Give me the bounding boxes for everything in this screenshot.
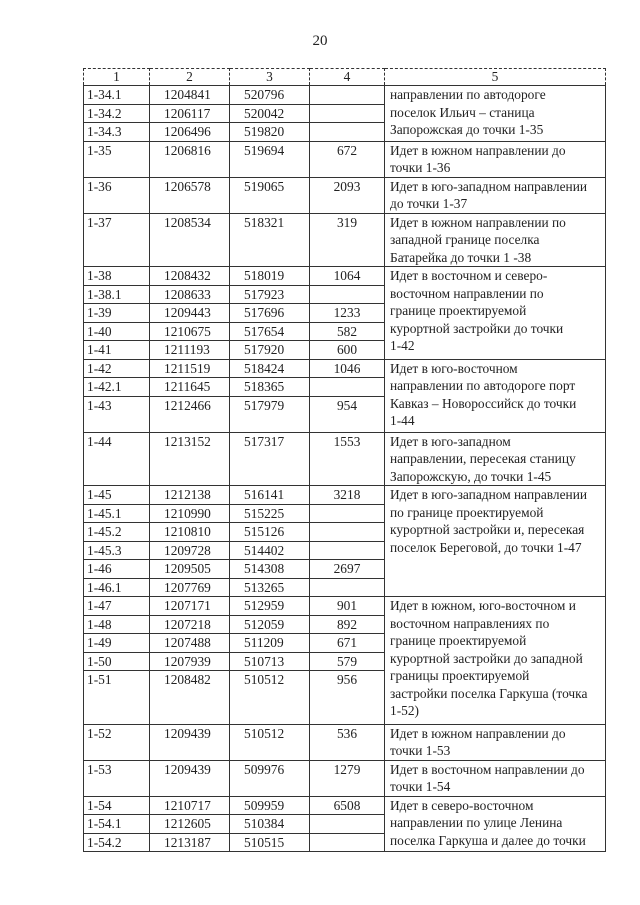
y-coordinate-cell: 518019 <box>230 267 310 286</box>
direction-description-cell <box>385 597 606 725</box>
x-coordinate-cell: 1210717 <box>150 796 230 815</box>
direction-description-cell <box>385 359 606 432</box>
x-coordinate-cell: 1211645 <box>150 378 230 397</box>
table-row <box>84 760 606 796</box>
description-line: точки 1-36 <box>390 160 451 175</box>
table-row <box>84 432 606 486</box>
description-line: восточном направлениях по <box>390 615 550 631</box>
distance-cell: 579 <box>310 652 385 671</box>
description-line: Запорожская до точки 1-35 <box>390 122 544 137</box>
description-line: Идет в северо-восточном <box>390 797 534 813</box>
distance-cell: 582 <box>310 322 385 341</box>
y-coordinate-cell: 517923 <box>230 285 310 304</box>
description-line: точки 1-53 <box>390 743 451 758</box>
y-coordinate-cell: 519065 <box>230 177 310 213</box>
table-row <box>84 724 606 760</box>
x-coordinate-cell: 1210810 <box>150 523 230 542</box>
description-line: западной границе поселка <box>390 232 540 247</box>
point-id-cell: 1-41 <box>84 341 150 360</box>
x-coordinate-cell: 1212138 <box>150 486 230 505</box>
x-coordinate-cell: 1210675 <box>150 322 230 341</box>
y-coordinate-cell: 514402 <box>230 541 310 560</box>
x-coordinate-cell: 1213187 <box>150 833 230 852</box>
distance-cell: 1233 <box>310 304 385 323</box>
x-coordinate-cell: 1206816 <box>150 141 230 177</box>
x-coordinate-cell: 1210990 <box>150 504 230 523</box>
point-id-cell: 1-40 <box>84 322 150 341</box>
description-line: Идет в юго-восточном <box>390 360 518 376</box>
point-id-cell: 1-36 <box>84 177 150 213</box>
point-id-cell: 1-43 <box>84 396 150 432</box>
distance-cell <box>310 578 385 597</box>
point-id-cell: 1-38 <box>84 267 150 286</box>
y-coordinate-cell: 515126 <box>230 523 310 542</box>
distance-cell: 892 <box>310 615 385 634</box>
y-coordinate-cell: 510512 <box>230 671 310 725</box>
point-id-cell: 1-45.1 <box>84 504 150 523</box>
y-coordinate-cell: 518321 <box>230 213 310 267</box>
description-line: курортной застройки до точки <box>390 320 564 336</box>
distance-cell: 954 <box>310 396 385 432</box>
point-id-cell: 1-45.3 <box>84 541 150 560</box>
x-coordinate-cell: 1208534 <box>150 213 230 267</box>
point-id-cell: 1-34.3 <box>84 123 150 142</box>
point-id-cell: 1-47 <box>84 597 150 616</box>
table-row <box>84 597 606 616</box>
distance-cell <box>310 123 385 142</box>
point-id-cell: 1-34.1 <box>84 86 150 105</box>
table-row <box>84 486 606 505</box>
description-line: Идет в южном направлении по <box>390 214 566 230</box>
point-id-cell: 1-49 <box>84 634 150 653</box>
distance-cell <box>310 523 385 542</box>
distance-cell: 536 <box>310 724 385 760</box>
point-id-cell: 1-42 <box>84 359 150 378</box>
x-coordinate-cell: 1208482 <box>150 671 230 725</box>
distance-cell: 1046 <box>310 359 385 378</box>
table-header-row <box>84 69 606 86</box>
boundary-points-table <box>83 68 606 852</box>
description-line: по границе проектируемой <box>390 504 544 520</box>
y-coordinate-cell: 520042 <box>230 104 310 123</box>
point-id-cell: 1-39 <box>84 304 150 323</box>
distance-cell <box>310 815 385 834</box>
page-number: 20 <box>312 33 328 49</box>
description-line: границы проектируемой <box>390 668 530 683</box>
point-id-cell: 1-46.1 <box>84 578 150 597</box>
table-row <box>84 213 606 267</box>
distance-cell <box>310 104 385 123</box>
x-coordinate-cell: 1211519 <box>150 359 230 378</box>
point-id-cell: 1-53 <box>84 760 150 796</box>
description-line: границе проектируемой <box>390 633 527 648</box>
x-coordinate-cell: 1207769 <box>150 578 230 597</box>
y-coordinate-cell: 509959 <box>230 796 310 815</box>
description-line: до точки 1-37 <box>390 196 468 211</box>
y-coordinate-cell: 510512 <box>230 724 310 760</box>
y-coordinate-cell: 512059 <box>230 615 310 634</box>
description-line: направлении, пересекая станицу <box>390 451 576 466</box>
x-coordinate-cell: 1209443 <box>150 304 230 323</box>
table-row <box>84 796 606 815</box>
x-coordinate-cell: 1209439 <box>150 724 230 760</box>
point-id-cell: 1-54 <box>84 796 150 815</box>
distance-cell <box>310 833 385 852</box>
point-id-cell: 1-50 <box>84 652 150 671</box>
table-row <box>84 177 606 213</box>
x-coordinate-cell: 1209439 <box>150 760 230 796</box>
description-line: курортной застройки и, пересекая <box>390 522 585 537</box>
x-coordinate-cell: 1207939 <box>150 652 230 671</box>
distance-cell: 1064 <box>310 267 385 286</box>
distance-cell: 901 <box>310 597 385 616</box>
point-id-cell: 1-45.2 <box>84 523 150 542</box>
distance-cell <box>310 378 385 397</box>
description-line: Идет в юго-западном направлении <box>390 178 588 194</box>
y-coordinate-cell: 514308 <box>230 560 310 579</box>
description-line: направлении по автодороге порт <box>390 378 576 393</box>
direction-description-cell <box>385 432 606 486</box>
x-coordinate-cell: 1204841 <box>150 86 230 105</box>
description-line: Запорожскую, до точки 1-45 <box>390 468 552 484</box>
y-coordinate-cell: 510713 <box>230 652 310 671</box>
point-id-cell: 1-51 <box>84 671 150 725</box>
distance-cell: 3218 <box>310 486 385 505</box>
y-coordinate-cell: 510384 <box>230 815 310 834</box>
table-row <box>84 267 606 286</box>
table-row <box>84 359 606 378</box>
y-coordinate-cell: 512959 <box>230 597 310 616</box>
x-coordinate-cell: 1206117 <box>150 104 230 123</box>
description-line: 1-52) <box>390 703 420 718</box>
x-coordinate-cell: 1208432 <box>150 267 230 286</box>
description-line: Идет в юго-западном <box>390 433 511 449</box>
distance-cell: 2093 <box>310 177 385 213</box>
description-line: застройки поселка Гаркуша (точка <box>390 685 588 701</box>
x-coordinate-cell: 1213152 <box>150 432 230 486</box>
distance-cell: 671 <box>310 634 385 653</box>
distance-cell: 2697 <box>310 560 385 579</box>
x-coordinate-cell: 1206496 <box>150 123 230 142</box>
description-line: поселка Гаркуша и далее до точки <box>390 832 586 848</box>
description-line: поселок Береговой, до точки 1-47 <box>390 539 582 555</box>
distance-cell: 1553 <box>310 432 385 486</box>
x-coordinate-cell: 1212605 <box>150 815 230 834</box>
distance-cell: 672 <box>310 141 385 177</box>
x-coordinate-cell: 1206578 <box>150 177 230 213</box>
y-coordinate-cell: 509976 <box>230 760 310 796</box>
point-id-cell: 1-48 <box>84 615 150 634</box>
y-coordinate-cell: 517317 <box>230 432 310 486</box>
x-coordinate-cell: 1207218 <box>150 615 230 634</box>
distance-cell: 956 <box>310 671 385 725</box>
direction-description-cell <box>385 267 606 360</box>
point-id-cell: 1-45 <box>84 486 150 505</box>
y-coordinate-cell: 517920 <box>230 341 310 360</box>
description-line: Идет в юго-западном направлении <box>390 487 588 502</box>
x-coordinate-cell: 1209505 <box>150 560 230 579</box>
description-line: точки 1-54 <box>390 779 451 794</box>
y-coordinate-cell: 517654 <box>230 322 310 341</box>
y-coordinate-cell: 511209 <box>230 634 310 653</box>
description-line: направлении по автодороге <box>390 87 546 102</box>
direction-description-cell <box>385 724 606 760</box>
point-id-cell: 1-44 <box>84 432 150 486</box>
direction-description-cell <box>385 177 606 213</box>
y-coordinate-cell: 519694 <box>230 141 310 177</box>
direction-description-cell <box>385 213 606 267</box>
direction-description-cell <box>385 796 606 852</box>
y-coordinate-cell: 520796 <box>230 86 310 105</box>
column-header: 4 <box>310 69 385 86</box>
y-coordinate-cell: 516141 <box>230 486 310 505</box>
table-row <box>84 86 606 105</box>
description-line: 1-42 <box>390 338 415 353</box>
point-id-cell: 1-54.1 <box>84 815 150 834</box>
direction-description-cell <box>385 86 606 142</box>
description-line: Идет в восточном и северо- <box>390 268 548 283</box>
column-header: 5 <box>385 69 606 86</box>
description-line: направлении по улице Ленина <box>390 815 563 830</box>
point-id-cell: 1-35 <box>84 141 150 177</box>
direction-description-cell <box>385 486 606 597</box>
distance-cell: 1279 <box>310 760 385 796</box>
description-line: 1-44 <box>390 413 415 428</box>
distance-cell <box>310 86 385 105</box>
distance-cell: 600 <box>310 341 385 360</box>
x-coordinate-cell: 1208633 <box>150 285 230 304</box>
column-header: 2 <box>150 69 230 86</box>
y-coordinate-cell: 518424 <box>230 359 310 378</box>
description-line: границе проектируемой <box>390 303 527 318</box>
description-line: Идет в южном, юго-восточном и <box>390 598 576 613</box>
y-coordinate-cell: 518365 <box>230 378 310 397</box>
description-line: Идет в южном направлении до <box>390 142 566 158</box>
direction-description-cell <box>385 141 606 177</box>
point-id-cell: 1-46 <box>84 560 150 579</box>
description-line: поселок Ильич – станица <box>390 104 535 120</box>
description-line: Кавказ – Новороссийск до точки <box>390 395 577 411</box>
description-line: восточном направлении по <box>390 285 544 301</box>
point-id-cell: 1-54.2 <box>84 833 150 852</box>
x-coordinate-cell: 1209728 <box>150 541 230 560</box>
distance-cell <box>310 541 385 560</box>
column-header: 3 <box>230 69 310 86</box>
column-header: 1 <box>84 69 150 86</box>
y-coordinate-cell: 515225 <box>230 504 310 523</box>
y-coordinate-cell: 519820 <box>230 123 310 142</box>
description-line: Идет в южном направлении до <box>390 725 566 741</box>
x-coordinate-cell: 1207171 <box>150 597 230 616</box>
x-coordinate-cell: 1207488 <box>150 634 230 653</box>
description-line: Батарейка до точки 1 -38 <box>390 249 532 265</box>
distance-cell: 6508 <box>310 796 385 815</box>
point-id-cell: 1-37 <box>84 213 150 267</box>
point-id-cell: 1-52 <box>84 724 150 760</box>
description-line: Идет в восточном направлении до <box>390 761 585 777</box>
point-id-cell: 1-38.1 <box>84 285 150 304</box>
distance-cell <box>310 285 385 304</box>
y-coordinate-cell: 517696 <box>230 304 310 323</box>
point-id-cell: 1-34.2 <box>84 104 150 123</box>
table-row <box>84 141 606 177</box>
x-coordinate-cell: 1211193 <box>150 341 230 360</box>
description-line: курортной застройки до западной <box>390 650 583 666</box>
point-id-cell: 1-42.1 <box>84 378 150 397</box>
y-coordinate-cell: 517979 <box>230 396 310 432</box>
y-coordinate-cell: 510515 <box>230 833 310 852</box>
distance-cell <box>310 504 385 523</box>
distance-cell: 319 <box>310 213 385 267</box>
y-coordinate-cell: 513265 <box>230 578 310 597</box>
direction-description-cell <box>385 760 606 796</box>
x-coordinate-cell: 1212466 <box>150 396 230 432</box>
